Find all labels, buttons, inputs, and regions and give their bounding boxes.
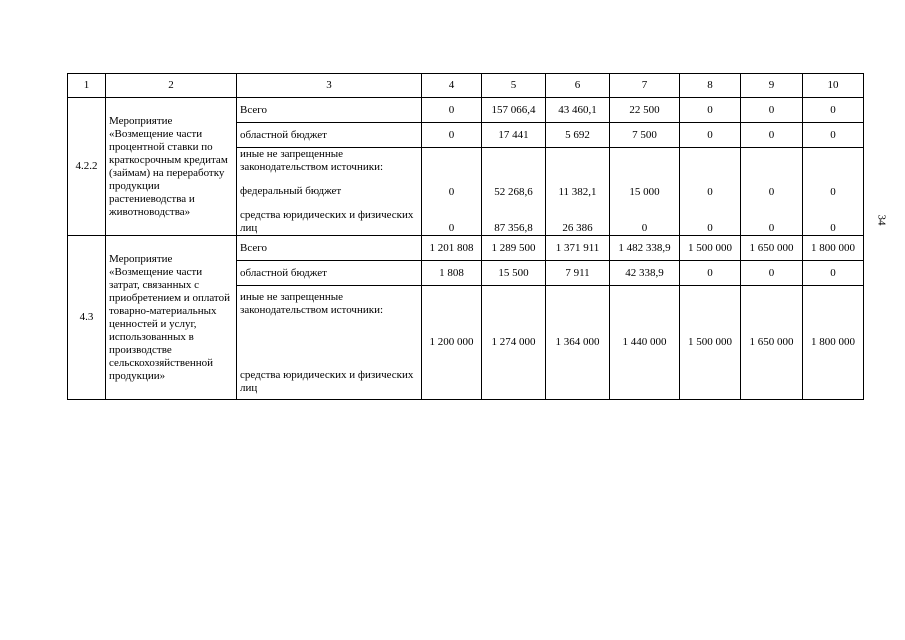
- value-cell: 42 338,9: [610, 261, 680, 286]
- federal-label: федеральный бюджет: [240, 185, 342, 197]
- table-row: [68, 236, 864, 261]
- value-cell: 43 460,1: [546, 98, 610, 123]
- header-cell: 7: [610, 74, 680, 98]
- header-cell: 10: [803, 74, 864, 98]
- value-cell: 0: [680, 261, 741, 286]
- value-stack: [482, 148, 546, 236]
- value-cell: 0: [707, 222, 713, 234]
- row-label: областной бюджет: [237, 123, 422, 148]
- value-cell: 15 500: [482, 261, 546, 286]
- row-label-group: [237, 148, 422, 236]
- value-cell: 0: [830, 186, 836, 198]
- value-cell: 0: [680, 123, 741, 148]
- value-cell: 1 482 338,9: [610, 236, 680, 261]
- header-cell: 6: [546, 74, 610, 98]
- item-name: Мероприятие «Возмещение части затрат, связанных с приобретением и оплатой товарно-материальных ценностей и услуг, использованных в производстве сельскохозяйственной продукции»: [106, 236, 237, 400]
- other-sources-label: иные не запрещенные законодательством источники:: [240, 148, 384, 173]
- value-cell: 0: [803, 98, 864, 123]
- value-cell: 0: [830, 222, 836, 234]
- value-stack: [546, 148, 610, 236]
- header-cell: 4: [422, 74, 482, 98]
- value-cell: 0: [422, 98, 482, 123]
- value-cell: 0: [741, 261, 803, 286]
- item-name: Мероприятие «Возмещение части процентной ставки по краткосрочным кредитам (займам) на переработку продукции растениеводства и животноводства»: [106, 98, 237, 236]
- value-cell: 1 808: [422, 261, 482, 286]
- value-cell: 0: [641, 222, 648, 234]
- value-cell: 1 440 000: [610, 286, 680, 400]
- table-row: [68, 98, 864, 123]
- value-cell: 1 800 000: [803, 236, 864, 261]
- header-row: [68, 74, 864, 98]
- value-cell: 0: [768, 186, 775, 198]
- value-cell: 0: [448, 222, 455, 234]
- value-cell: 0: [448, 186, 455, 198]
- value-cell: 1 364 000: [546, 286, 610, 400]
- value-cell: 1 289 500: [482, 236, 546, 261]
- value-cell: 0: [803, 123, 864, 148]
- header-cell: 3: [237, 74, 422, 98]
- budget-table: [67, 73, 864, 400]
- row-label: областной бюджет: [237, 261, 422, 286]
- value-cell: 1 500 000: [680, 236, 741, 261]
- row-label: Всего: [237, 236, 422, 261]
- value-cell: 0: [741, 123, 803, 148]
- value-cell: 22 500: [610, 98, 680, 123]
- row-label-group: [237, 286, 422, 400]
- value-cell: 26 386: [562, 222, 593, 234]
- header-cell: 1: [68, 74, 106, 98]
- value-stack: [610, 148, 680, 236]
- value-cell: 0: [803, 261, 864, 286]
- value-cell: 1 800 000: [803, 286, 864, 400]
- item-code: 4.3: [68, 236, 106, 400]
- value-cell: 0: [680, 98, 741, 123]
- value-cell: 5 692: [546, 123, 610, 148]
- value-cell: 0: [741, 98, 803, 123]
- other-sources-label: иные не запрещенные законодательством источники:: [240, 290, 384, 316]
- value-stack: [680, 148, 741, 236]
- header-cell: 2: [106, 74, 237, 98]
- value-cell: 1 274 000: [482, 286, 546, 400]
- value-cell: 157 066,4: [482, 98, 546, 123]
- value-cell: 52 268,6: [494, 186, 533, 198]
- item-code: 4.2.2: [68, 98, 106, 236]
- value-cell: 1 200 000: [422, 286, 482, 400]
- value-cell: 1 500 000: [680, 286, 741, 400]
- value-cell: 1 371 911: [546, 236, 610, 261]
- value-cell: 0: [707, 186, 713, 198]
- header-cell: 9: [741, 74, 803, 98]
- value-cell: 17 441: [482, 123, 546, 148]
- legal-label: средства юридических и физических лиц: [240, 368, 414, 394]
- value-cell: 11 382,1: [558, 186, 597, 198]
- header-cell: 5: [482, 74, 546, 98]
- value-cell: 0: [768, 222, 775, 234]
- value-cell: 87 356,8: [494, 222, 533, 234]
- row-label: Всего: [237, 98, 422, 123]
- value-cell: 1 650 000: [741, 286, 803, 400]
- value-cell: 1 201 808: [422, 236, 482, 261]
- value-stack: [803, 148, 864, 236]
- value-stack: [422, 148, 482, 236]
- value-cell: 0: [422, 123, 482, 148]
- page-number: 34: [875, 214, 888, 226]
- header-cell: 8: [680, 74, 741, 98]
- value-cell: 7 500: [610, 123, 680, 148]
- value-cell: 1 650 000: [741, 236, 803, 261]
- value-stack: [741, 148, 803, 236]
- value-cell: 15 000: [629, 186, 660, 198]
- value-cell: 7 911: [546, 261, 610, 286]
- legal-label: средства юридических и физических лиц: [240, 209, 414, 234]
